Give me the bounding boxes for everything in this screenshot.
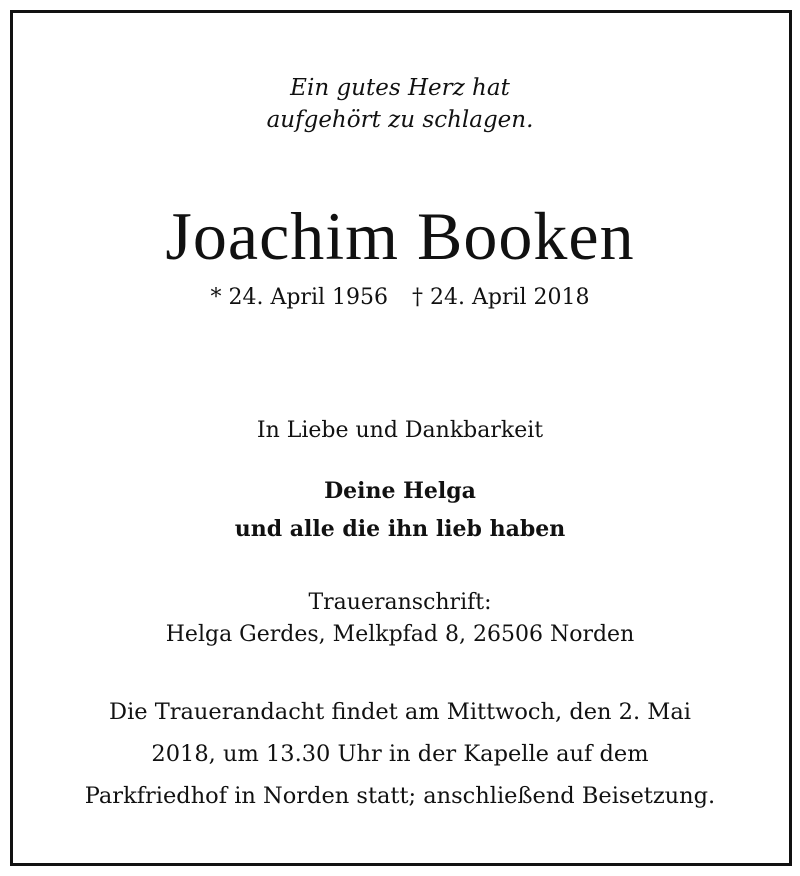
service-line-3: Parkfriedhof in Norden statt; anschließend Beisetzung. bbox=[84, 783, 716, 809]
service-line-2: 2018, um 13.30 Uhr in der Kapelle auf dem bbox=[151, 741, 649, 767]
deceased-name: Joachim Booken bbox=[165, 198, 635, 274]
service-line-1: Die Trauerandacht findet am Mittwoch, den 2. Mai bbox=[109, 699, 691, 725]
farewell-text: In Liebe und Dankbarkeit bbox=[256, 418, 544, 443]
death-date: † 24. April 2018 bbox=[412, 285, 590, 310]
address-value: Helga Gerdes, Melkpfad 8, 26506 Norden bbox=[165, 622, 635, 647]
address-label: Traueranschrift: bbox=[308, 590, 492, 615]
life-dates bbox=[0, 284, 800, 312]
signer-secondary: und alle die ihn lieb haben bbox=[234, 516, 566, 542]
motto-line-1: Ein gutes Herz hat bbox=[290, 75, 510, 101]
signer-primary: Deine Helga bbox=[324, 478, 476, 504]
motto-line-2: aufgehört zu schlagen. bbox=[266, 107, 534, 133]
birth-date: * 24. April 1956 bbox=[210, 285, 388, 310]
